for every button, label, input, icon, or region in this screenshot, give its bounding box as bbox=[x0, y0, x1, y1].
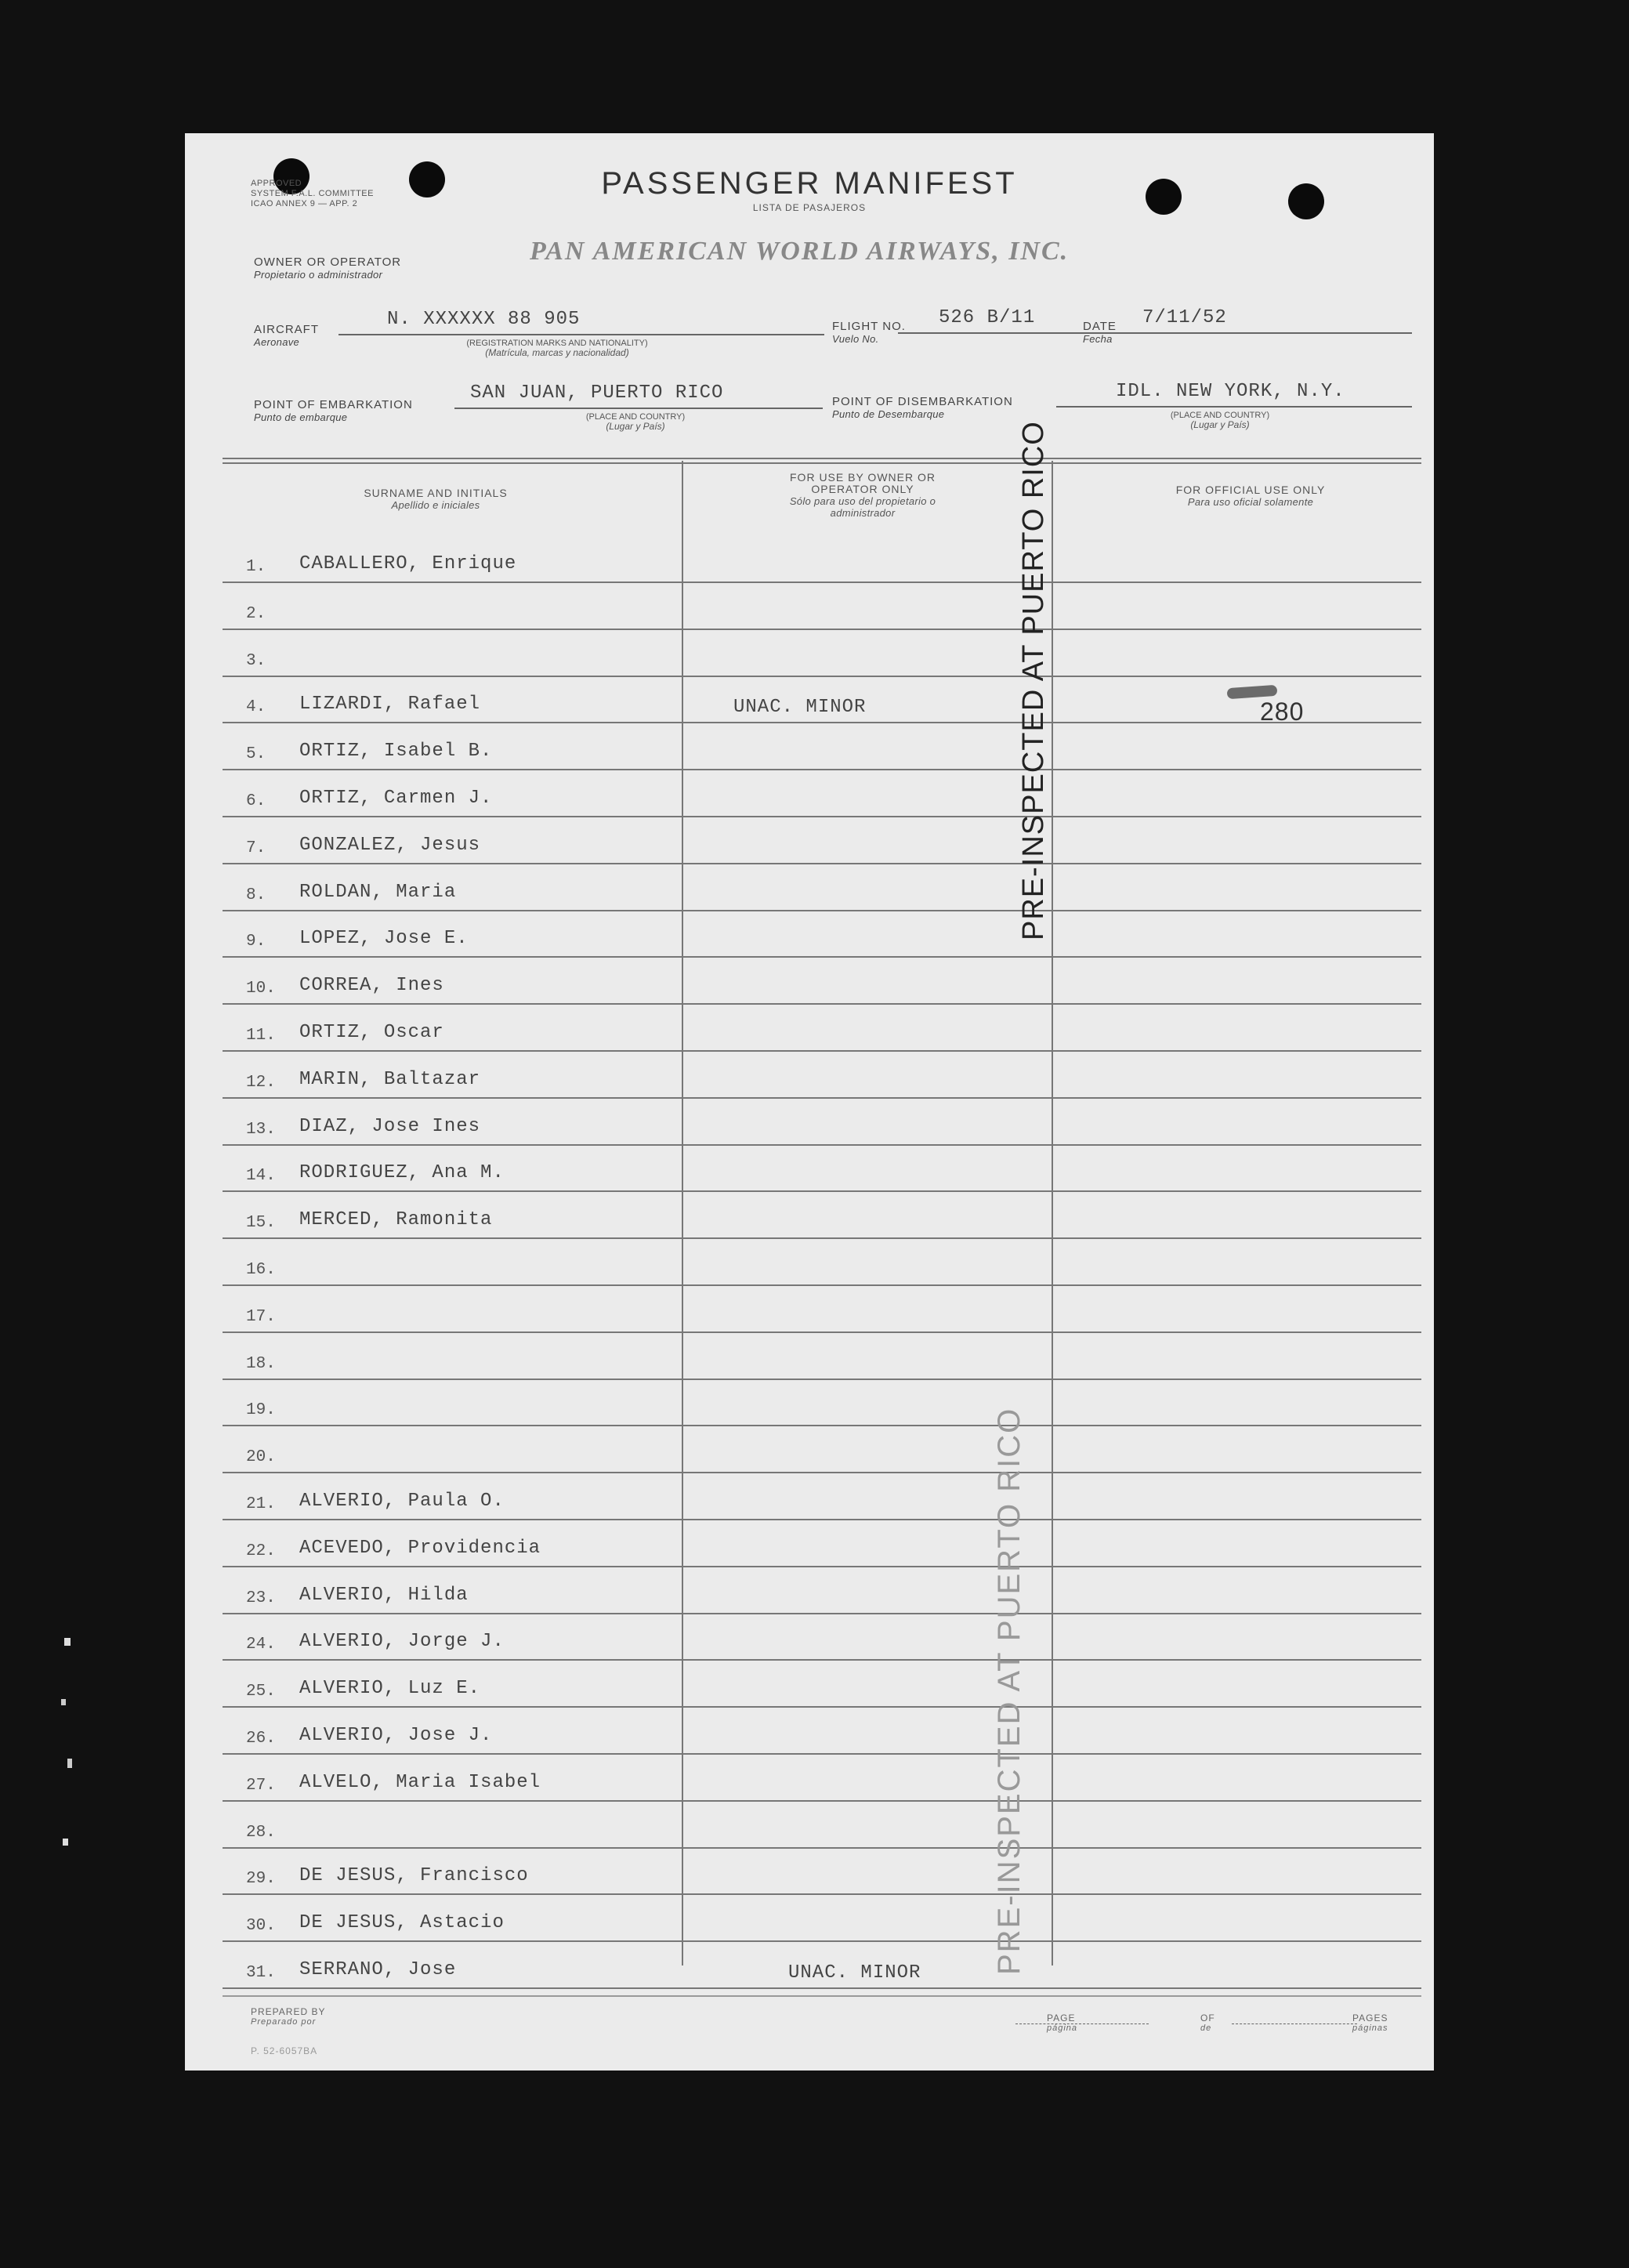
row-number: 2. bbox=[246, 604, 266, 623]
flight-value: 526 B/11 bbox=[939, 307, 1036, 328]
passenger-name: MARIN, Baltazar bbox=[299, 1068, 481, 1090]
prepared-by-label: PREPARED BY Preparado por bbox=[251, 2006, 326, 2027]
embark-value: SAN JUAN, PUERTO RICO bbox=[470, 382, 724, 404]
row-line bbox=[223, 1519, 1421, 1520]
row-line bbox=[223, 1987, 1421, 1989]
row-number: 25. bbox=[246, 1683, 276, 1701]
row-number: 8. bbox=[246, 886, 266, 904]
disembark-sub: (PLACE AND COUNTRY) (Lugar y País) bbox=[1170, 411, 1270, 430]
passenger-name: ALVERIO, Jorge J. bbox=[299, 1631, 505, 1653]
row-number: 12. bbox=[246, 1073, 276, 1092]
passenger-name: ACEVEDO, Providencia bbox=[299, 1537, 541, 1559]
margin-speck bbox=[67, 1759, 72, 1768]
passenger-name: ALVERIO, Jose J. bbox=[299, 1725, 493, 1746]
passenger-name: RODRIGUEZ, Ana M. bbox=[299, 1162, 505, 1184]
date-value: 7/11/52 bbox=[1142, 307, 1227, 328]
row-line bbox=[223, 910, 1421, 911]
passenger-name: ALVELO, Maria Isabel bbox=[299, 1771, 541, 1793]
passenger-name: ALVERIO, Paula O. bbox=[299, 1491, 505, 1512]
row-number: 24. bbox=[246, 1636, 276, 1654]
row-line bbox=[223, 1472, 1421, 1473]
row-number: 7. bbox=[246, 839, 266, 857]
margin-speck bbox=[64, 1638, 71, 1646]
row-line bbox=[223, 581, 1421, 583]
row-line bbox=[223, 956, 1421, 958]
row-line bbox=[223, 1847, 1421, 1849]
row-number: 26. bbox=[246, 1730, 276, 1748]
manifest-sheet bbox=[185, 133, 1434, 2071]
passenger-name: DE JESUS, Francisco bbox=[299, 1865, 529, 1887]
table-top-line bbox=[223, 458, 1421, 459]
row-line bbox=[223, 1800, 1421, 1802]
row-line bbox=[223, 769, 1421, 770]
disembark-value: IDL. NEW YORK, N.Y. bbox=[1116, 381, 1345, 402]
embark-sub: (PLACE AND COUNTRY) (Lugar y País) bbox=[585, 412, 686, 432]
row-number: 30. bbox=[246, 1917, 276, 1936]
passenger-name: DIAZ, Jose Ines bbox=[299, 1115, 481, 1137]
row-line bbox=[223, 1425, 1421, 1426]
row-line bbox=[223, 1284, 1421, 1286]
page-label: PAGE página bbox=[1047, 2013, 1078, 2033]
row-number: 9. bbox=[246, 933, 266, 951]
official-note: 280 bbox=[1260, 697, 1305, 726]
row-line bbox=[223, 1237, 1421, 1239]
pre-inspected-stamp: PRE-INSPECTED AT PUERTO RICO bbox=[1017, 421, 1050, 940]
page-title: PASSENGER MANIFEST bbox=[601, 166, 1018, 201]
row-number: 1. bbox=[246, 558, 266, 576]
row-line bbox=[223, 1190, 1421, 1192]
column-divider bbox=[682, 461, 683, 1965]
passenger-name: ROLDAN, Maria bbox=[299, 881, 457, 903]
approval-line: ICAO ANNEX 9 — APP. 2 bbox=[251, 199, 358, 208]
form-code: P. 52-6057BA bbox=[251, 2045, 318, 2056]
row-line bbox=[223, 1893, 1421, 1895]
column-header-surname: SURNAME AND INITIALS Apellido e iniciales bbox=[364, 487, 508, 511]
row-number: 27. bbox=[246, 1776, 276, 1795]
row-line bbox=[223, 1566, 1421, 1567]
row-number: 14. bbox=[246, 1167, 276, 1186]
row-line bbox=[223, 816, 1421, 817]
row-number: 29. bbox=[246, 1870, 276, 1889]
passenger-name: DE JESUS, Astacio bbox=[299, 1912, 505, 1934]
row-line bbox=[223, 676, 1421, 677]
page-subtitle: LISTA DE PASAJEROS bbox=[752, 202, 867, 213]
row-number: 15. bbox=[246, 1214, 276, 1233]
row-line bbox=[223, 1613, 1421, 1614]
column-divider bbox=[1052, 461, 1053, 1965]
passenger-name: LIZARDI, Rafael bbox=[299, 694, 481, 716]
row-line bbox=[223, 722, 1421, 723]
row-line bbox=[223, 1940, 1421, 1942]
passenger-name: ORTIZ, Carmen J. bbox=[299, 788, 493, 809]
row-number: 19. bbox=[246, 1401, 276, 1420]
row-line bbox=[223, 1097, 1421, 1099]
passenger-name: MERCED, Ramonita bbox=[299, 1209, 493, 1231]
owner-label: OWNER OR OPERATOR Propietario o administrador bbox=[254, 255, 402, 281]
table-bottom-line bbox=[223, 1995, 1421, 1997]
passenger-name: ORTIZ, Oscar bbox=[299, 1022, 444, 1043]
row-line bbox=[223, 629, 1421, 630]
date-line bbox=[1117, 332, 1412, 334]
row-line bbox=[223, 1659, 1421, 1661]
row-line bbox=[223, 1379, 1421, 1380]
row-line bbox=[223, 1331, 1421, 1333]
pre-inspected-stamp: PRE-INSPECTED AT PUERTO RICO bbox=[992, 1407, 1026, 1975]
row-number: 4. bbox=[246, 698, 266, 717]
passenger-name: ALVERIO, Luz E. bbox=[299, 1678, 481, 1700]
row-line bbox=[223, 1144, 1421, 1146]
passenger-name: ALVERIO, Hilda bbox=[299, 1584, 469, 1606]
row-number: 21. bbox=[246, 1495, 276, 1513]
aircraft-line bbox=[338, 334, 824, 335]
passenger-name: ORTIZ, Isabel B. bbox=[299, 741, 493, 763]
passenger-name: CABALLERO, Enrique bbox=[299, 553, 517, 574]
row-number: 11. bbox=[246, 1027, 276, 1045]
page-line bbox=[1015, 2023, 1149, 2024]
row-line bbox=[223, 1050, 1421, 1052]
passenger-name: CORREA, Ines bbox=[299, 975, 444, 997]
passenger-name: LOPEZ, Jose E. bbox=[299, 928, 469, 950]
row-line bbox=[223, 863, 1421, 864]
row-number: 17. bbox=[246, 1307, 276, 1326]
row-line bbox=[223, 1706, 1421, 1708]
owner-value: PAN AMERICAN WORLD AIRWAYS, INC. bbox=[530, 237, 1070, 266]
row-number: 31. bbox=[246, 1964, 276, 1982]
date-label: DATE Fecha bbox=[1083, 320, 1117, 345]
column-header-official: FOR OFFICIAL USE ONLY Para uso oficial solamente bbox=[1175, 484, 1326, 508]
row-number: 10. bbox=[246, 980, 276, 998]
approval-line: APPROVED bbox=[251, 179, 302, 188]
passenger-name: SERRANO, Jose bbox=[299, 1959, 457, 1980]
row-number: 28. bbox=[246, 1823, 276, 1842]
row-number: 5. bbox=[246, 745, 266, 764]
row-number: 18. bbox=[246, 1354, 276, 1373]
approval-line: SYSTEM F.A.L. COMMITTEE bbox=[251, 189, 374, 198]
disembark-label: POINT OF DISEMBARKATION Punto de Desembarque bbox=[832, 395, 1013, 420]
passenger-name: GONZALEZ, Jesus bbox=[299, 834, 481, 856]
table-top-line bbox=[223, 462, 1421, 464]
margin-speck bbox=[63, 1839, 68, 1846]
row-number: 16. bbox=[246, 1261, 276, 1279]
row-number: 6. bbox=[246, 792, 266, 810]
embark-label: POINT OF EMBARKATION Punto de embarque bbox=[254, 398, 413, 423]
pages-label: PAGES páginas bbox=[1352, 2013, 1388, 2033]
disembark-line bbox=[1056, 406, 1412, 408]
row-number: 13. bbox=[246, 1120, 276, 1139]
flight-label: FLIGHT NO. Vuelo No. bbox=[832, 320, 906, 345]
row-number: 3. bbox=[246, 651, 266, 670]
row-number: 23. bbox=[246, 1589, 276, 1607]
aircraft-value: N. XXXXXX 88 905 bbox=[387, 309, 581, 330]
margin-speck bbox=[61, 1699, 66, 1705]
passenger-note: UNAC. MINOR bbox=[788, 1962, 921, 1984]
aircraft-sub: (REGISTRATION MARKS AND NATIONALITY) (Matrícula, marcas y nacionalidad) bbox=[466, 339, 648, 358]
row-line bbox=[223, 1753, 1421, 1755]
embark-line bbox=[454, 408, 823, 409]
row-number: 22. bbox=[246, 1542, 276, 1560]
passenger-note: UNAC. MINOR bbox=[733, 697, 867, 719]
of-label: OF de bbox=[1200, 2013, 1215, 2033]
column-header-owner-use: FOR USE BY OWNER OR OPERATOR ONLY Sólo para uso del propietario o administrador bbox=[789, 471, 936, 519]
aircraft-label: AIRCRAFT Aeronave bbox=[254, 323, 319, 348]
of-line bbox=[1232, 2023, 1357, 2024]
row-line bbox=[223, 1003, 1421, 1005]
row-number: 20. bbox=[246, 1448, 276, 1467]
